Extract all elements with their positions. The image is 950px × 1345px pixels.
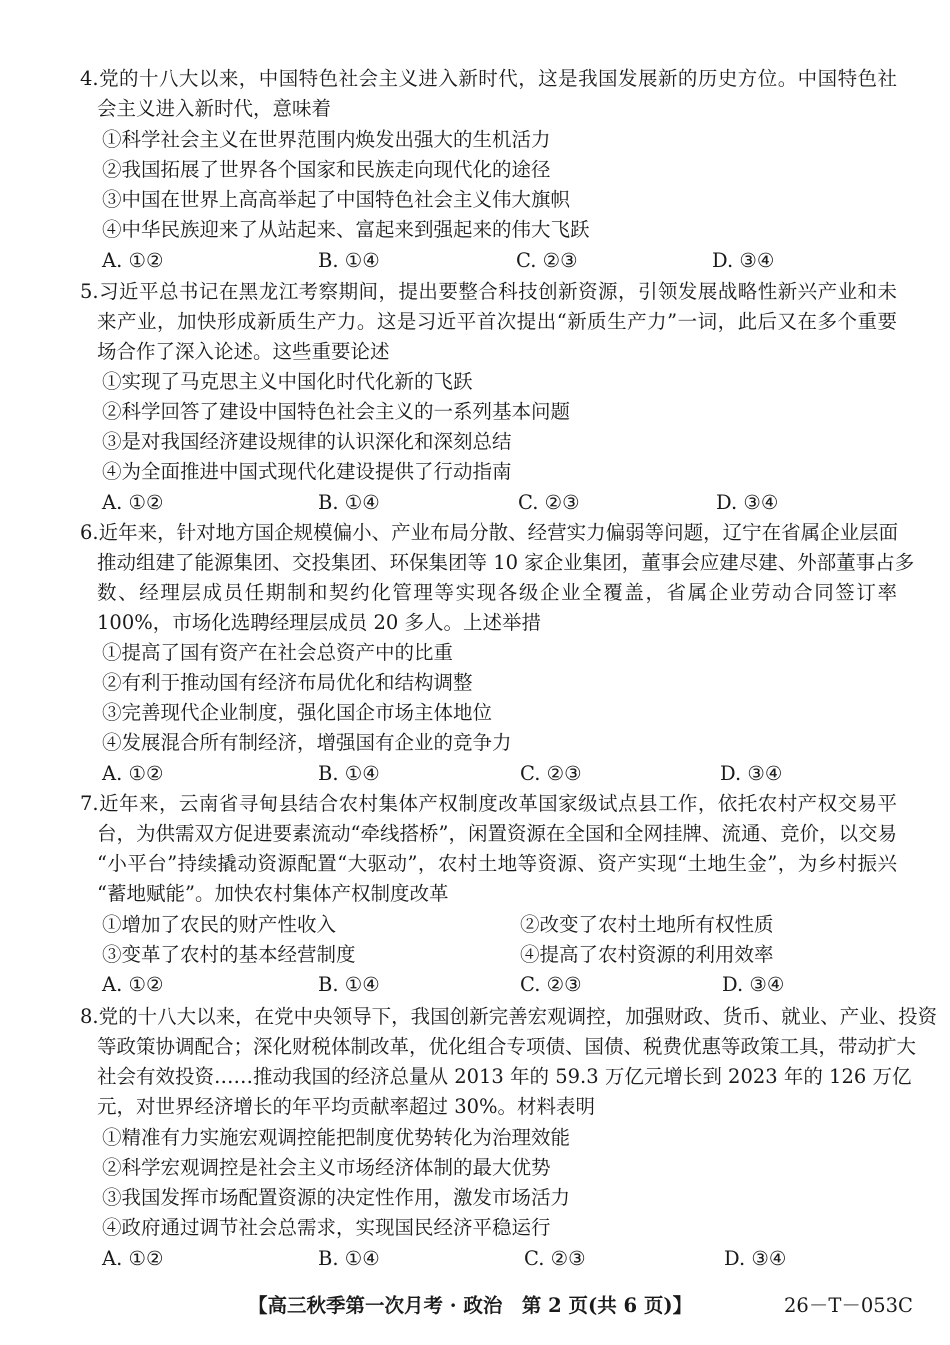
question-stem: “蓄地赋能”。加快农村集体产权制度改革 bbox=[97, 882, 449, 905]
option-4: ④提高了农村资源的利用效率 bbox=[520, 943, 774, 966]
question-stem: 元，对世界经济增长的年平均贡献率超过 30%。材料表明 bbox=[97, 1095, 596, 1118]
choice-b: B. ①④ bbox=[318, 973, 380, 996]
choice-d: D. ③④ bbox=[724, 1247, 787, 1270]
option-1: ①提高了国有资产在社会总资产中的比重 bbox=[102, 641, 454, 664]
option-4: ④中华民族迎来了从站起来、富起来到强起来的伟大飞跃 bbox=[102, 218, 590, 241]
option-2: ②改变了农村土地所有权性质 bbox=[520, 913, 774, 936]
option-1: ①科学社会主义在世界范围内焕发出强大的生机活力 bbox=[102, 128, 551, 151]
option-3: ③我国发挥市场配置资源的决定性作用，激发市场活力 bbox=[102, 1186, 571, 1209]
option-1: ①实现了马克思主义中国化时代化新的飞跃 bbox=[102, 370, 473, 393]
option-2: ②科学宏观调控是社会主义市场经济体制的最大优势 bbox=[102, 1156, 551, 1179]
choice-c: C. ②③ bbox=[520, 973, 582, 996]
page-footer bbox=[0, 1288, 950, 1324]
question-stem: 来产业，加快形成新质生产力。这是习近平首次提出“新质生产力”一词，此后又在多个重要 bbox=[97, 310, 897, 333]
choice-b: B. ①④ bbox=[318, 249, 380, 272]
question-stem: 100%，市场化选聘经理层成员 20 多人。上述举措 bbox=[97, 611, 541, 634]
option-4: ④为全面推进中国式现代化建设提供了行动指南 bbox=[102, 460, 512, 483]
question-stem: 会主义进入新时代，意味着 bbox=[97, 97, 332, 120]
choice-c: C. ②③ bbox=[520, 762, 582, 785]
choice-c: C. ②③ bbox=[516, 249, 578, 272]
choice-a: A. ①② bbox=[102, 491, 164, 514]
question-stem: 场合作了深入论述。这些重要论述 bbox=[97, 340, 390, 363]
question-stem: 等政策协调配合；深化财税体制改革，优化组合专项债、国债、税费优惠等政策工具，带动扩大 bbox=[97, 1035, 917, 1058]
choice-d: D. ③④ bbox=[716, 491, 779, 514]
option-2: ②科学回答了建设中国特色社会主义的一系列基本问题 bbox=[102, 400, 571, 423]
question-stem: “小平台”持续撬动资源配置“大驱动”，农村土地等资源、资产实现“土地生金”，为乡村振兴 bbox=[97, 852, 897, 875]
option-3: ③是对我国经济建设规律的认识深化和深刻总结 bbox=[102, 430, 512, 453]
choice-c: C. ②③ bbox=[518, 491, 580, 514]
option-3: ③变革了农村的基本经营制度 bbox=[102, 943, 356, 966]
choice-a: A. ①② bbox=[102, 249, 164, 272]
option-3: ③完善现代企业制度，强化国企市场主体地位 bbox=[102, 701, 493, 724]
choice-d: D. ③④ bbox=[720, 762, 783, 785]
option-2: ②我国拓展了世界各个国家和民族走向现代化的途径 bbox=[102, 158, 551, 181]
question-stem: 4.党的十八大以来，中国特色社会主义进入新时代，这是我国发展新的历史方位。中国特色社 bbox=[80, 67, 897, 90]
question-stem: 7.近年来，云南省寻甸县结合农村集体产权制度改革国家级试点县工作，依托农村产权交易平 bbox=[80, 792, 897, 815]
option-1: ①增加了农民的财产性收入 bbox=[102, 913, 337, 936]
choice-b: B. ①④ bbox=[318, 491, 380, 514]
choice-c: C. ②③ bbox=[524, 1247, 586, 1270]
choice-a: A. ①② bbox=[102, 1247, 164, 1270]
question-stem: 6.近年来，针对地方国企规模偏小、产业布局分散、经营实力偏弱等问题，辽宁在省属企业层面 bbox=[80, 521, 899, 544]
option-4: ④政府通过调节社会总需求，实现国民经济平稳运行 bbox=[102, 1216, 551, 1239]
question-stem: 台，为供需双方促进要素流动“牵线搭桥”，闲置资源在全国和全网挂牌、流通、竞价，以交易 bbox=[97, 822, 897, 845]
exam-code: 26－T－053C bbox=[784, 1294, 913, 1317]
option-1: ①精准有力实施宏观调控能把制度优势转化为治理效能 bbox=[102, 1126, 571, 1149]
question-stem: 社会有效投资……推动我国的经济总量从 2013 年的 59.3 万亿元增长到 2023 年的 126 万亿 bbox=[97, 1065, 912, 1088]
option-2: ②有利于推动国有经济布局优化和结构调整 bbox=[102, 671, 473, 694]
choice-a: A. ①② bbox=[102, 973, 164, 996]
question-stem: 推动组建了能源集团、交投集团、环保集团等 10 家企业集团，董事会应建尽建、外部董事占多 bbox=[97, 551, 915, 574]
option-4: ④发展混合所有制经济，增强国有企业的竞争力 bbox=[102, 731, 512, 754]
choice-d: D. ③④ bbox=[712, 249, 775, 272]
option-3: ③中国在世界上高高举起了中国特色社会主义伟大旗帜 bbox=[102, 188, 571, 211]
question-stem: 5.习近平总书记在黑龙江考察期间，提出要整合科技创新资源，引领发展战略性新兴产业和未 bbox=[80, 280, 897, 303]
question-stem: 8.党的十八大以来，在党中央领导下，我国创新完善宏观调控，加强财政、货币、就业、产业、投资 bbox=[80, 1005, 938, 1028]
footer-title: 【高三秋季第一次月考 · 政治 第 2 页(共 6 页)】 bbox=[248, 1294, 693, 1317]
choice-d: D. ③④ bbox=[722, 973, 785, 996]
question-stem: 数、经理层成员任期制和契约化管理等实现各级企业全覆盖，省属企业劳动合同签订率 bbox=[97, 581, 897, 604]
choice-b: B. ①④ bbox=[318, 1247, 380, 1270]
choice-a: A. ①② bbox=[102, 762, 164, 785]
choice-b: B. ①④ bbox=[318, 762, 380, 785]
